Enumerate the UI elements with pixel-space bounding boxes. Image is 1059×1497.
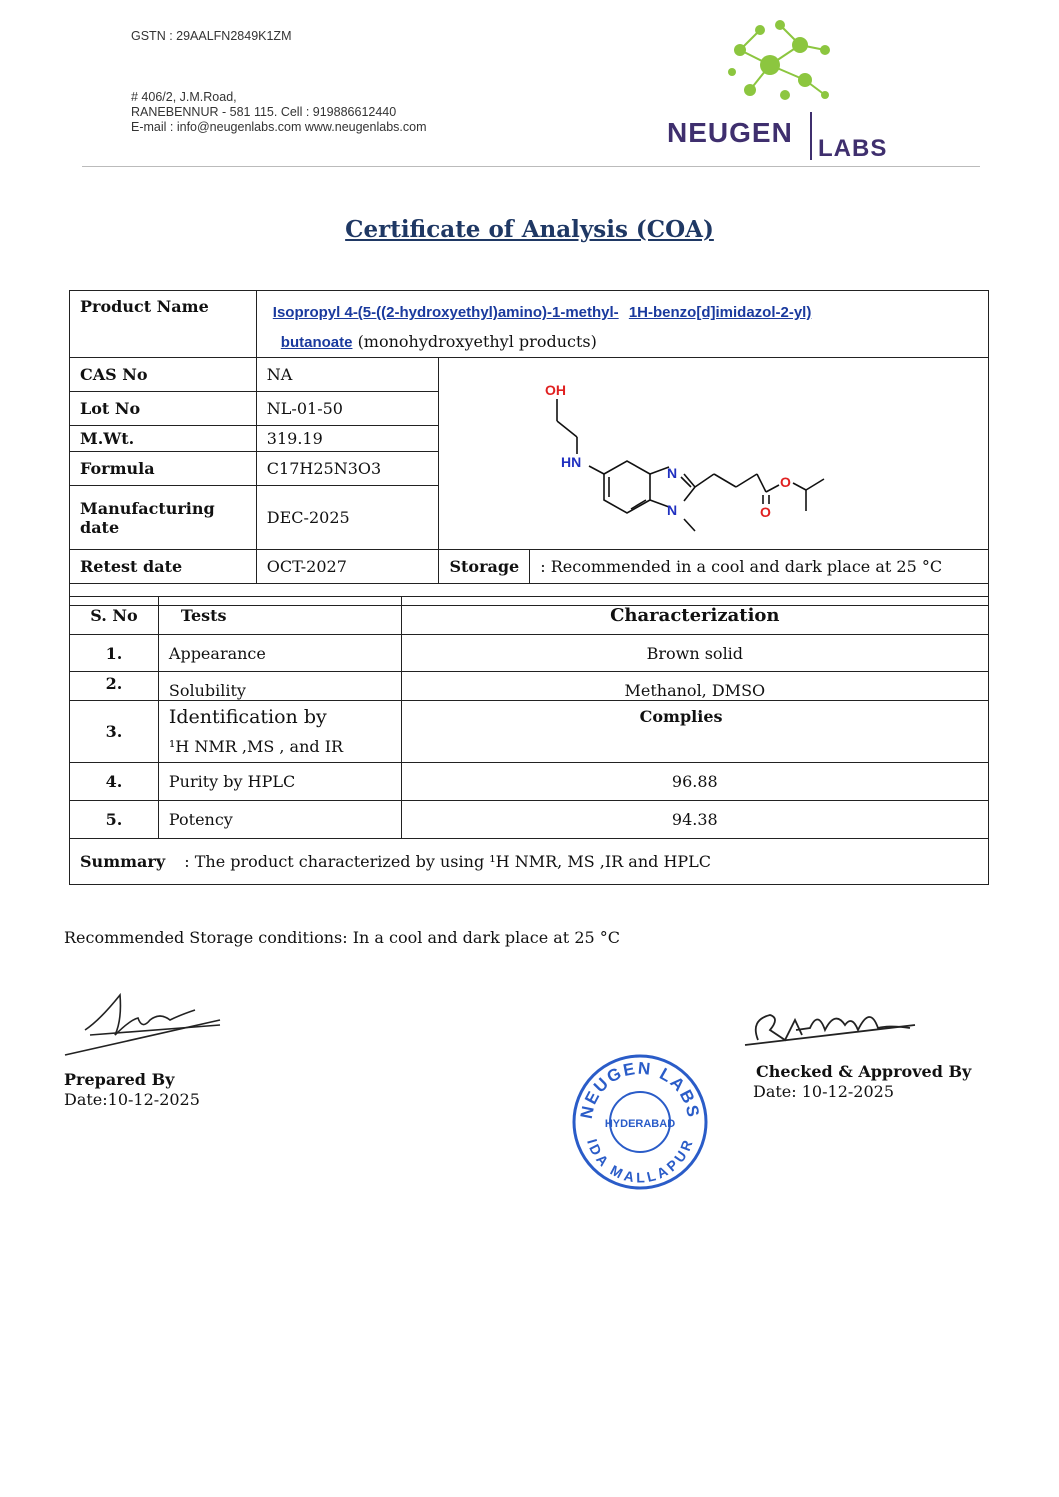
page-title: Certificate of Analysis (COA) <box>345 216 714 243</box>
chemical-structure-icon <box>439 359 984 549</box>
storage-label: Storage <box>439 550 530 584</box>
row-3-no: 3. <box>70 701 159 763</box>
approved-signature-icon <box>740 1000 925 1060</box>
address-line-2: RANEBENNUR - 581 115. Cell : 919886612440 <box>131 105 397 119</box>
stamp-top-text: NEUGEN LABS <box>576 1058 704 1121</box>
structure-label-oh: OH <box>545 381 567 398</box>
formula-value: C17H25N3O3 <box>256 452 439 486</box>
structure-label-n1: N <box>667 464 678 481</box>
product-name-label: Product Name <box>70 291 257 358</box>
product-name-suffix: (monohydroxyethyl products) <box>357 332 597 351</box>
structure-label-o1: O <box>760 503 772 520</box>
logo-word-labs: LABS <box>818 135 888 162</box>
row-4-result: 96.88 <box>401 763 988 801</box>
prepared-date: Date:10-12-2025 <box>64 1090 200 1109</box>
row-2-test: Solubility <box>158 672 401 701</box>
prepared-by-label: Prepared By <box>64 1070 175 1089</box>
structure-label-hn: HN <box>561 453 582 470</box>
summary-row <box>70 839 989 885</box>
address-line-3: E-mail : info@neugenlabs.com www.neugenlabs.com <box>131 120 427 134</box>
row-1-no: 1. <box>70 635 159 672</box>
molecule-logo-icon <box>720 10 840 110</box>
header-characterization: Characterization <box>401 597 988 635</box>
mwt-label: M.Wt. <box>70 426 257 452</box>
address-line-1: # 406/2, J.M.Road, <box>131 90 237 104</box>
mfg-date-label: Manufacturing date <box>70 486 257 550</box>
product-name-part-2: 1H-benzo[d]imidazol-2-yl) <box>628 304 812 321</box>
lot-value: NL-01-50 <box>256 392 439 426</box>
row-5-result: 94.38 <box>401 801 988 839</box>
recommended-storage: Recommended Storage conditions: In a cool and dark place at 25 °C <box>64 928 621 947</box>
row-5-test: Potency <box>158 801 401 839</box>
structure-cell <box>439 358 989 550</box>
summary-label: Summary <box>80 852 166 871</box>
approved-by-label: Checked & Approved By <box>756 1062 972 1081</box>
mwt-value: 319.19 <box>256 426 439 452</box>
retest-date-label: Retest date <box>70 550 257 584</box>
tests-table <box>69 596 989 885</box>
product-name-part-3: butanoate <box>280 334 353 351</box>
cas-value: NA <box>256 358 439 392</box>
header-sno: S. No <box>70 597 159 635</box>
company-stamp-icon <box>570 1052 710 1192</box>
stamp-center-text: HYDERABAD <box>604 1118 676 1130</box>
structure-label-n2: N <box>667 501 678 518</box>
lot-label: Lot No <box>70 392 257 426</box>
row-3-test: Identification by <box>168 705 327 728</box>
row-2-no: 2. <box>70 672 159 701</box>
approved-date: Date: 10-12-2025 <box>753 1082 894 1101</box>
row-1-result: Brown solid <box>401 635 988 672</box>
row-3-test-cell <box>158 701 401 763</box>
stamp-bottom-text: IDA MALLAPUR <box>584 1137 696 1186</box>
storage-value: : Recommended in a cool and dark place at 25 °C <box>530 550 989 584</box>
header-tests: Tests <box>158 597 401 635</box>
retest-date-value: OCT-2027 <box>256 550 439 584</box>
row-3-test-sub: ¹H NMR ,MS , and IR <box>168 736 344 756</box>
svg-text:NEUGEN LABS <box>577 1059 703 1121</box>
row-4-no: 4. <box>70 763 159 801</box>
logo-word-neugen: NEUGEN <box>667 117 793 148</box>
product-info-table <box>69 290 989 606</box>
cas-label: CAS No <box>70 358 257 392</box>
row-4-test: Purity by HPLC <box>158 763 401 801</box>
product-name-cell <box>256 291 988 358</box>
header-rule <box>82 166 980 167</box>
row-1-test: Appearance <box>158 635 401 672</box>
mfg-date-value: DEC-2025 <box>256 486 439 550</box>
product-name-part-1: Isopropyl 4-(5-((2-hydroxyethyl)amino)-1-methyl- <box>272 304 619 321</box>
structure-label-o2: O <box>780 473 792 490</box>
logo-divider <box>810 112 812 160</box>
row-2-result: Methanol, DMSO <box>401 672 988 701</box>
row-5-no: 5. <box>70 801 159 839</box>
row-3-result: Complies <box>401 701 988 763</box>
gstn: GSTN : 29AALFN2849K1ZM <box>131 29 292 43</box>
formula-label: Formula <box>70 452 257 486</box>
prepared-signature-icon <box>60 990 230 1060</box>
svg-text:IDA MALLAPUR <box>584 1137 696 1185</box>
summary-text: : The product characterized by using ¹H NMR, MS ,IR and HPLC <box>184 852 712 871</box>
